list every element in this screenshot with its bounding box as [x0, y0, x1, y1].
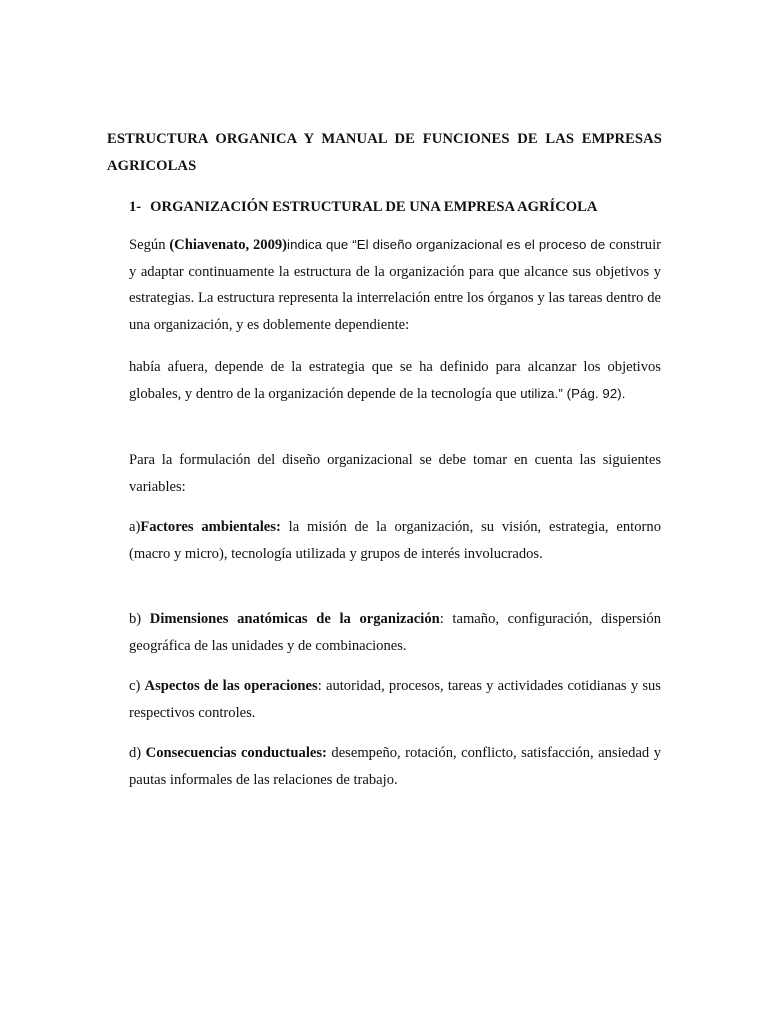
- variable-item: [129, 740, 661, 793]
- quote-continuation-paragraph: [129, 354, 661, 407]
- section-heading-text: ORGANIZACIÓN ESTRUCTURAL DE UNA EMPRESA AGRÍCOLA: [150, 199, 598, 215]
- citation: (Chiavenato, 2009): [169, 237, 288, 253]
- variable-prefix: c): [129, 678, 145, 694]
- quote-start: indica que “El diseño organizacional es el proceso de: [287, 237, 606, 252]
- variable-term: Factores ambientales:: [140, 519, 281, 535]
- variable-prefix: a): [129, 519, 141, 535]
- variables-intro-paragraph: Para la formulación del diseño organizacional se debe tomar en cuenta las siguientes variables:: [129, 452, 661, 495]
- variable-term: Aspectos de las operaciones: [144, 678, 318, 694]
- variable-text: la misión de la organización, su visión, estrategia, entorno (macro y micro), tecnología utilizada y grupos de interés involucrados.: [129, 519, 661, 562]
- variable-text: : autoridad, procesos, tareas y actividades cotidianas y sus respectivos controles.: [129, 678, 661, 721]
- variable-prefix: b): [129, 611, 150, 627]
- quote-continuation-tail: utiliza.” (Pág. 92).: [520, 385, 626, 401]
- quote-prefix: Según: [129, 237, 170, 253]
- variable-prefix: d): [129, 745, 146, 761]
- quote-intro-paragraph: [129, 232, 661, 338]
- quote-continuation-text: había afuera, depende de la estrategia que se ha definido para alcanzar los objetivos globales, y dentro de la organización depende de la tecnología que: [129, 359, 661, 402]
- variable-item: [129, 606, 661, 659]
- section-heading: [129, 194, 597, 221]
- variable-text: desempeño, rotación, conflicto, satisfacción, ansiedad y pautas informales de las relaciones de trabajo.: [129, 745, 662, 788]
- document-title: ESTRUCTURA ORGANICA Y MANUAL DE FUNCIONES DE LAS EMPRESAS AGRICOLAS: [107, 131, 662, 174]
- variable-term: Consecuencias conductuales:: [145, 745, 327, 761]
- variable-item: [129, 514, 661, 567]
- variable-term: Dimensiones anatómicas de la organización: [149, 611, 440, 627]
- variable-text: : tamaño, configuración, dispersión geográfica de las unidades y de combinaciones.: [129, 611, 661, 654]
- section-number: 1-: [129, 199, 142, 215]
- variable-item: [129, 673, 661, 726]
- quote-body: construir y adaptar continuamente la estructura de la organización para que alcance sus objetivos y estrategias. La estructura representa la interrelación entre los órganos y las tareas dentro de una organización, y es doblemente dependiente:: [129, 237, 661, 333]
